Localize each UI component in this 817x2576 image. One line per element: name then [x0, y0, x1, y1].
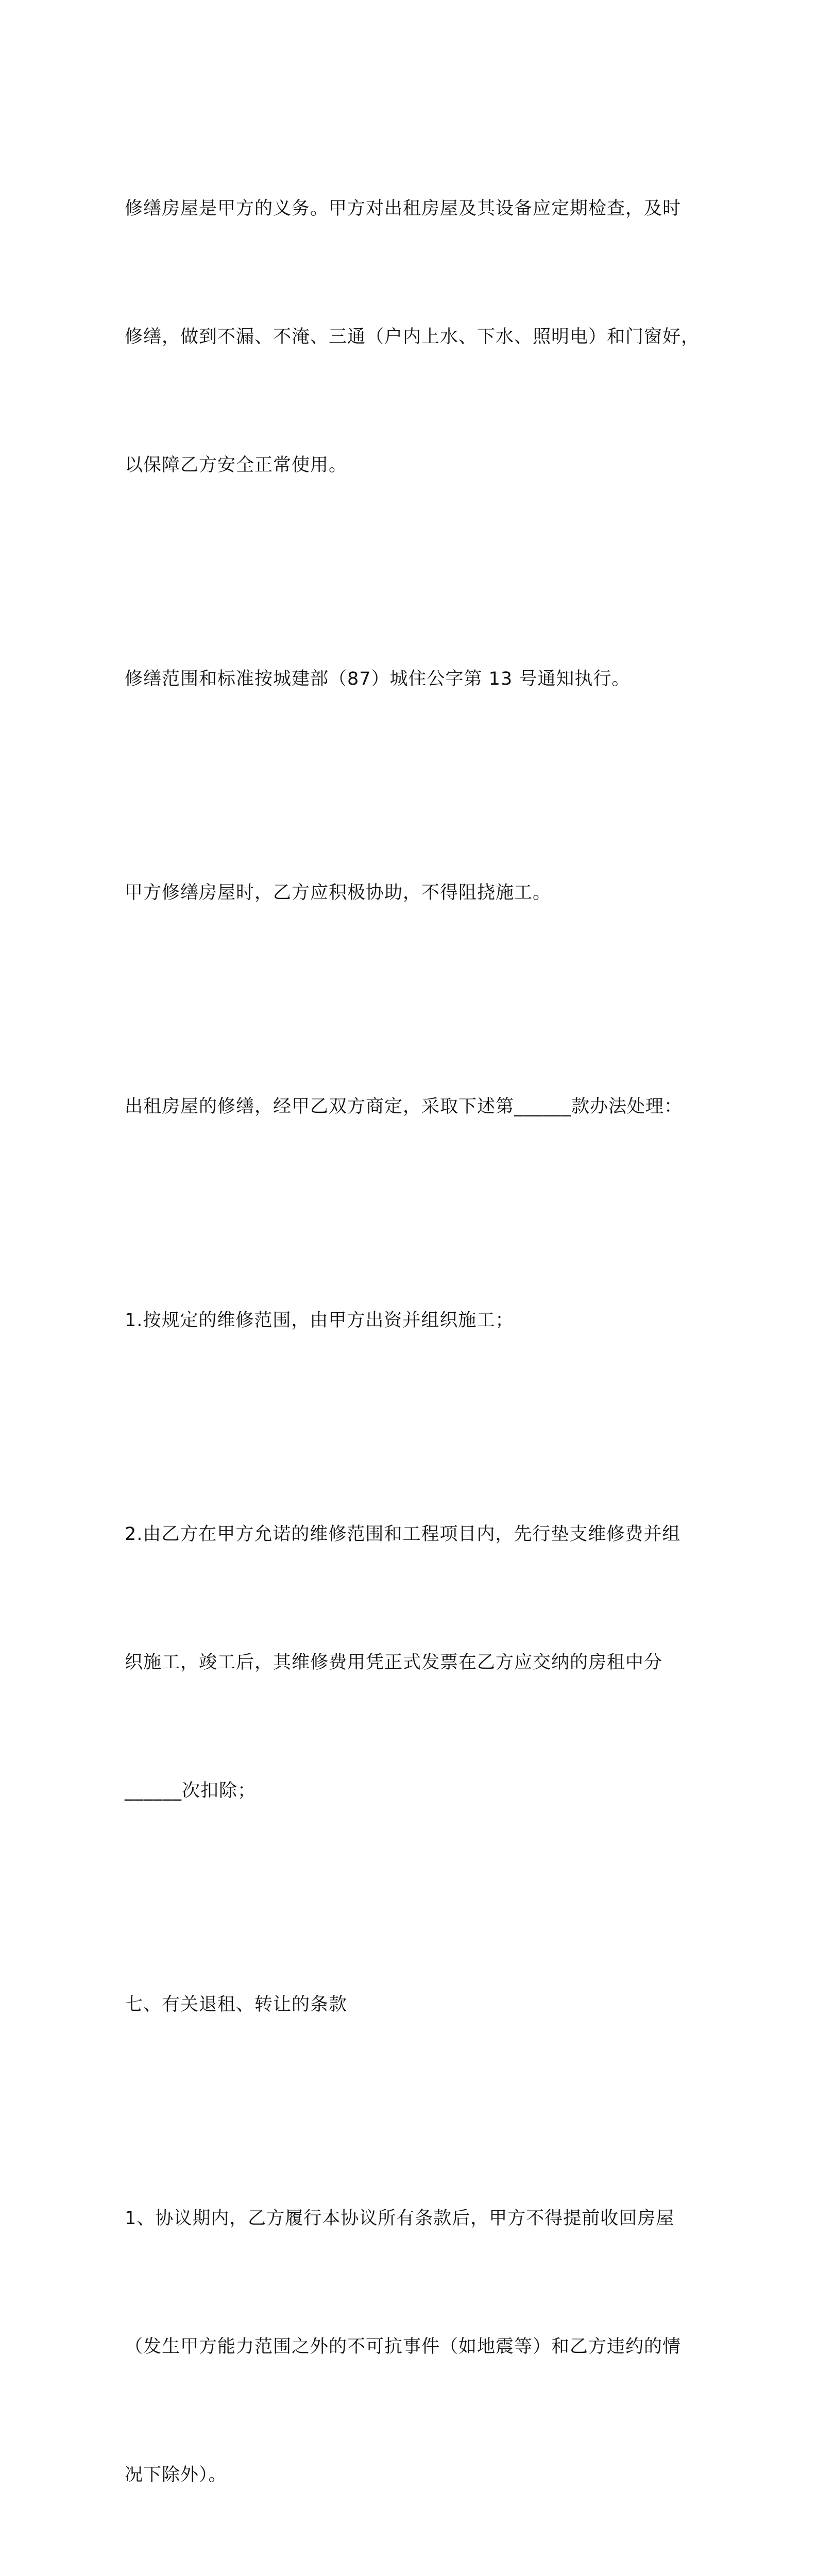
- paragraph-option-2: [125, 1428, 702, 1898]
- paragraph-maintenance-scope: [125, 572, 702, 786]
- text-line: 织施工，竣工后，其维修费用凭正式发票在乙方应交纳的房租中分: [125, 1652, 663, 1673]
- clause-1: [125, 2112, 702, 2576]
- document-body: [125, 102, 702, 2576]
- text-line: 以保障乙方安全正常使用。: [125, 455, 348, 476]
- text-line: 1、协议期内，乙方履行本协议所有条款后，甲方不得提前收回房屋: [125, 2208, 675, 2229]
- section-heading-7: [125, 1898, 702, 2112]
- text-line: 2.由乙方在甲方允诺的维修范围和工程项目内，先行垫支维修费并组: [125, 1524, 681, 1545]
- text-line: 1.按规定的维修范围，由甲方出资并组织施工；: [125, 1310, 514, 1331]
- text-line: 况下除外）。: [125, 2465, 227, 2485]
- paragraph-maintenance-duty: [125, 102, 702, 572]
- text-line: 修缮房屋是甲方的义务。甲方对出租房屋及其设备应定期检查，及时: [125, 198, 682, 219]
- text-line: 甲方修缮房屋时，乙方应积极协助，不得阻挠施工。: [125, 883, 552, 903]
- text-line: 修缮，做到不漏、不淹、三通（户内上水、下水、照明电）和门窗好，: [125, 327, 700, 347]
- text-line: 七、有关退租、转让的条款: [125, 1994, 348, 2015]
- paragraph-tenant-cooperation: [125, 786, 702, 1000]
- text-line: 修缮范围和标准按城建部（87）城住公字第 13 号通知执行。: [125, 669, 631, 689]
- paragraph-option-1: [125, 1214, 702, 1428]
- text-line: （发生甲方能力范围之外的不可抗事件（如地震等）和乙方违约的情: [125, 2336, 682, 2357]
- text-line: 出租房屋的修缮，经甲乙双方商定，采取下述第______款办法处理：: [125, 1096, 683, 1117]
- paragraph-maintenance-method: [125, 1000, 702, 1214]
- text-line: ______次扣除；: [125, 1781, 257, 1801]
